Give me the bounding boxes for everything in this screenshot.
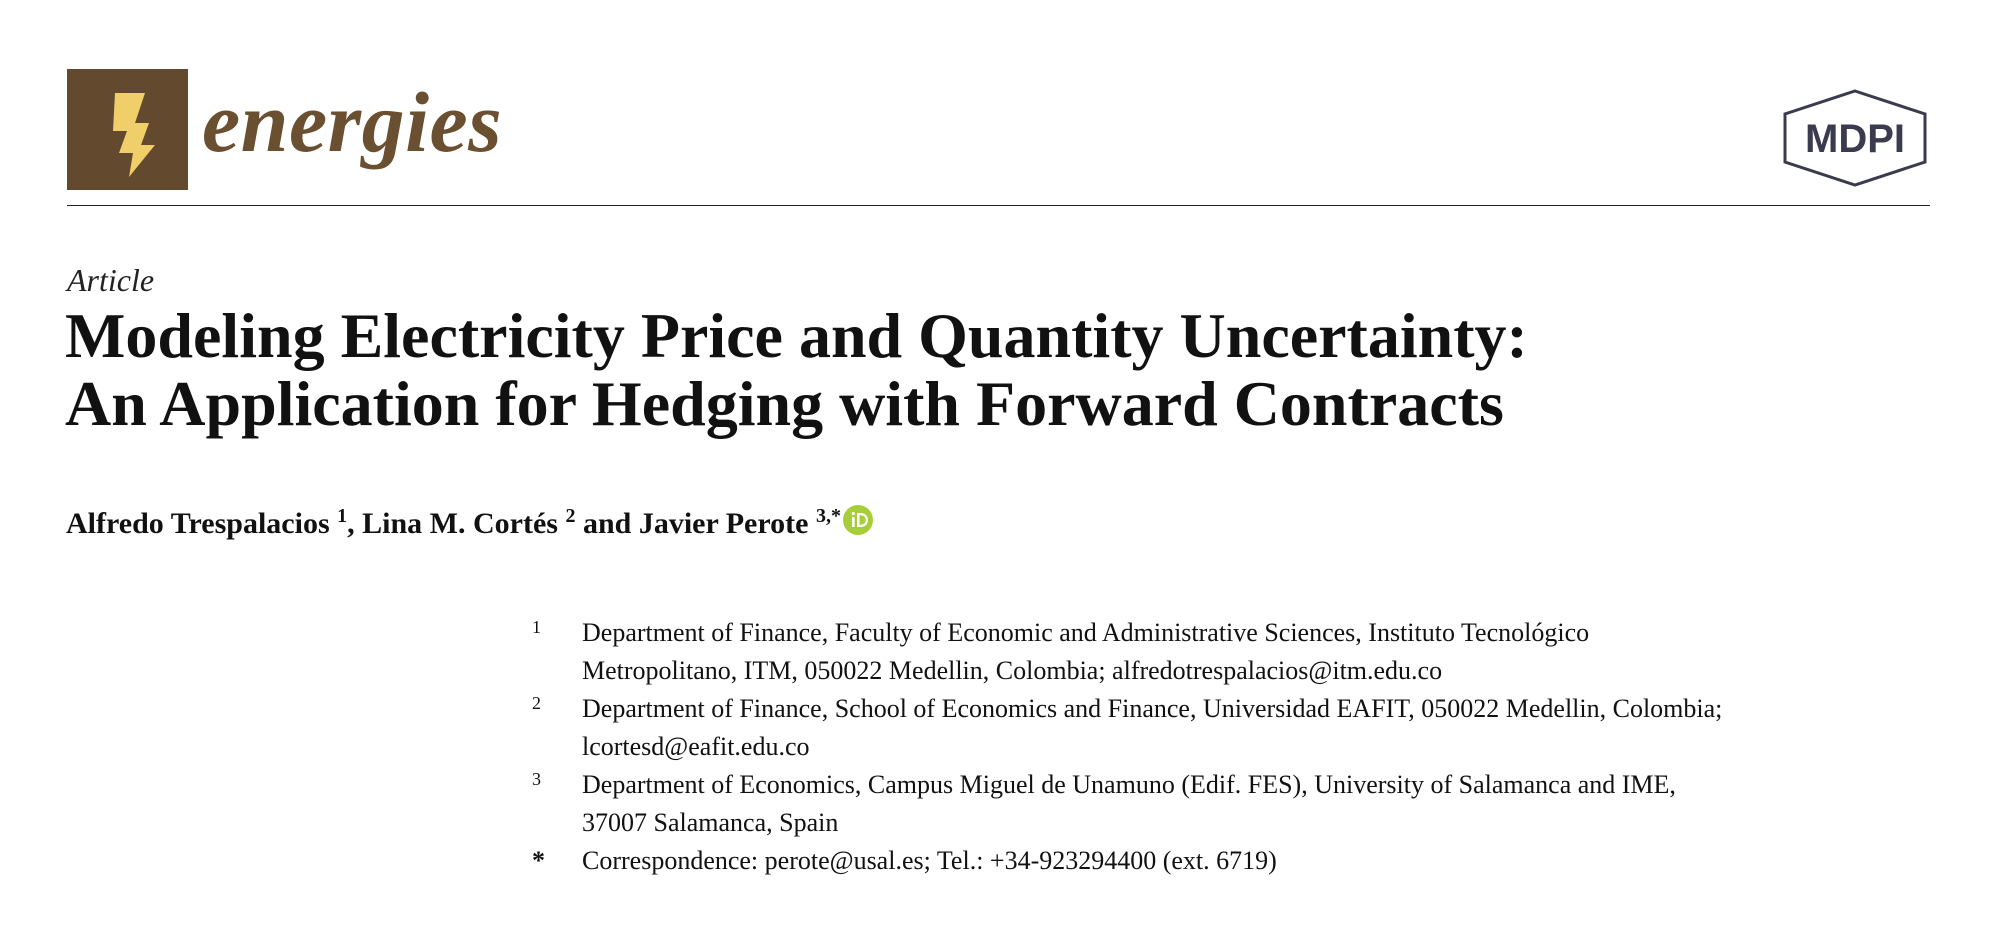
title-line-2: An Application for Hedging with Forward Contracts — [65, 368, 1504, 439]
author-separator: , — [347, 507, 363, 540]
affiliation-item — [532, 690, 1932, 766]
article-title — [65, 302, 1865, 438]
journal-logo — [67, 69, 188, 190]
affiliation-item — [532, 614, 1932, 690]
correspondence-line: Correspondence: perote@usal.es; Tel.: +34-923294400 (ext. 6719) — [582, 846, 1277, 875]
article-type: Article — [67, 262, 155, 298]
lightning-bolt-icon — [67, 69, 188, 190]
affiliation-item — [532, 766, 1932, 842]
author-separator: and — [575, 507, 639, 540]
affiliation-line: Department of Economics, Campus Miguel de Unamuno (Edif. FES), University of Salamanca and IME, — [582, 770, 1676, 799]
affiliation-line: Department of Finance, Faculty of Economic and Administrative Sciences, Instituto Tecnológico — [582, 618, 1590, 647]
author-affiliation-mark: 3,* — [815, 505, 841, 527]
affiliation-line: 37007 Salamanca, Spain — [582, 808, 839, 837]
correspondence-item — [532, 842, 1932, 880]
author-affiliation-mark: 2 — [565, 505, 576, 527]
journal-name: energies — [202, 74, 503, 170]
header-rule — [67, 205, 1930, 206]
author-name[interactable]: Alfredo Trespalacios — [66, 507, 330, 540]
affiliation-line: Metropolitano, ITM, 050022 Medellin, Colombia; alfredotrespalacios@itm.edu.co — [582, 656, 1443, 685]
title-line-1: Modeling Electricity Price and Quantity Uncertainty: — [65, 300, 1528, 371]
author-list — [66, 504, 873, 544]
affiliation-line: Department of Finance, School of Economics and Finance, Universidad EAFIT, 050022 Medellin, Colombia; — [582, 694, 1723, 723]
orcid-icon[interactable] — [843, 505, 873, 535]
publisher-logo-text: MDPI — [1805, 117, 1905, 161]
affiliation-mark: 1 — [532, 617, 541, 637]
author-affiliation-mark: 1 — [337, 505, 348, 527]
mdpi-hexagon-icon — [1780, 88, 1930, 188]
correspondence-mark: * — [532, 846, 545, 875]
author-name[interactable]: Lina M. Cortés — [362, 507, 558, 540]
author-name[interactable]: Javier Perote — [638, 507, 809, 540]
affiliation-mark: 3 — [532, 769, 541, 789]
publisher-logo — [1780, 88, 1930, 188]
affiliation-list — [532, 614, 1932, 880]
affiliation-mark: 2 — [532, 693, 541, 713]
affiliation-line: lcortesd@eafit.edu.co — [582, 732, 810, 761]
